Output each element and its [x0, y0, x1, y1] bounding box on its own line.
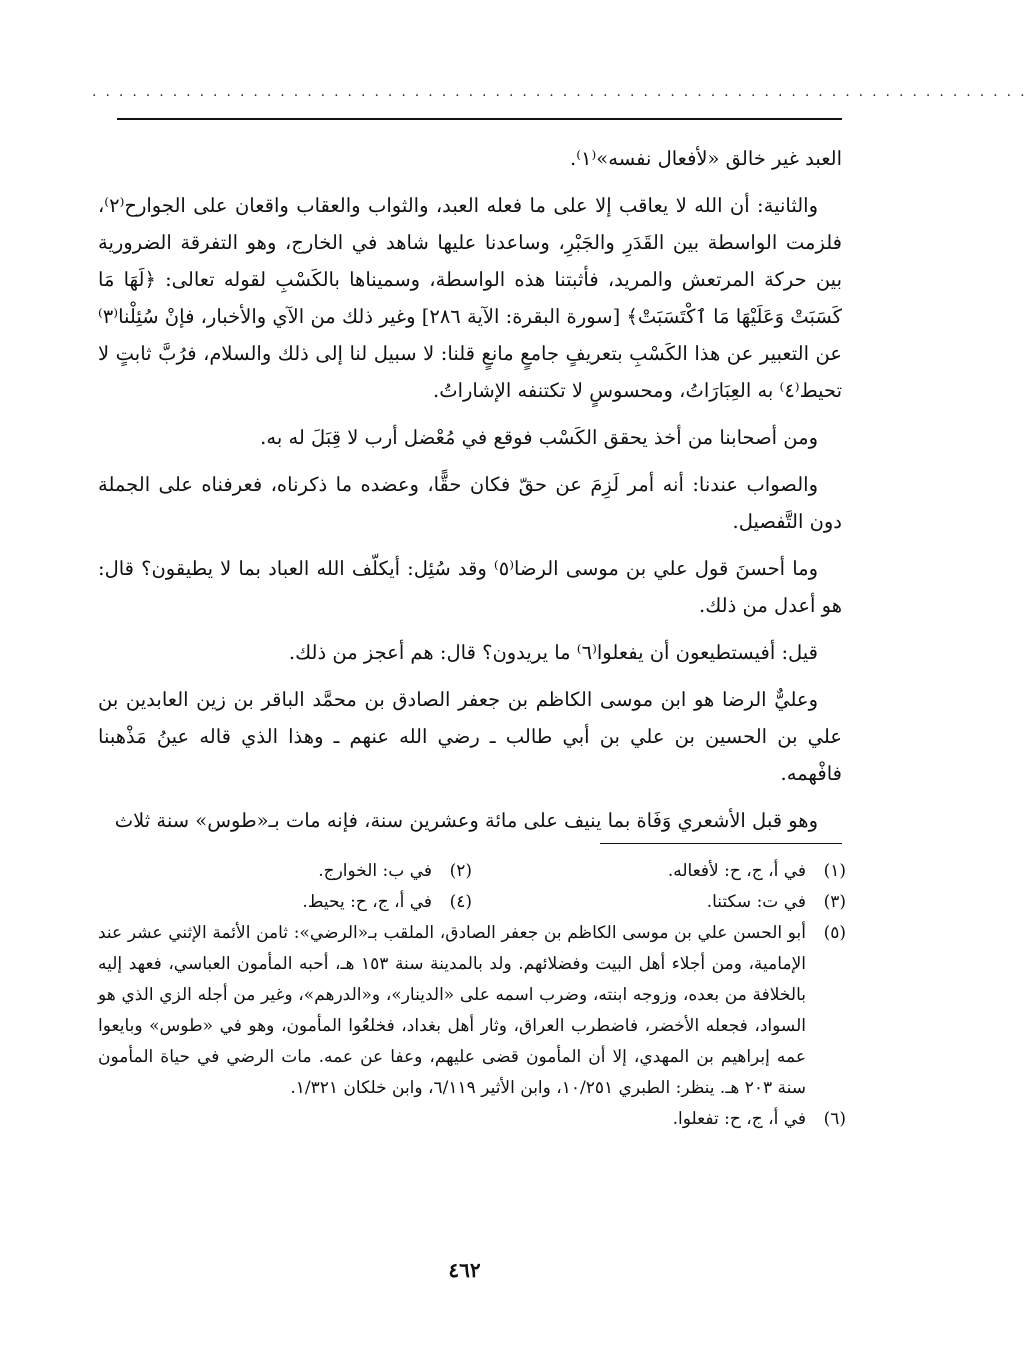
footnotes	[98, 856, 846, 1135]
header-dotted-line: ......................................................................	[92, 84, 1034, 100]
footnote-3	[472, 887, 846, 918]
footnote-number: (١)	[823, 861, 846, 881]
footnote-row-2	[98, 887, 846, 918]
header-rule	[117, 118, 842, 120]
paragraph-4: والصواب عندنا: أنه أمر لَزِمَ عن حقّ فكان حقًّا، وعضده ما ذكرناه، فعرفناه على الجملة دون التَّفصيل.	[98, 473, 842, 533]
footnote-row-1	[98, 856, 846, 887]
paragraph-2: والثانية: أن الله لا يعاقب إلا على ما فعله العبد، والثواب والعقاب واقعان على الجوارح⁽٢⁾، فلزمت الواسطة بين القَدَرِ والجَبْرِ، وساعدنا عليها شاهد في الخارج، وهو التفرقة الضرورية بين حركة المرتعش والمريد، فأثبتنا هذه الواسطة، وسميناها بالكَسْبِ لقوله تعالى: ﴿لَهَا مَا كَسَبَتْ وَعَلَيْهَا مَا ٱكْتَسَبَتْ﴾ [سورة البقرة: الآية ٢٨٦] وغير ذلك من الآي والأخبار، فإنْ سُئِلْنا⁽٣⁾ عن التعبير عن هذا الكَسْبِ بتعريفٍ جامعٍ مانعٍ قلنا: لا سبيل لنا إلى ذلك والسلام، فرُبَّ ثابتٍ لا تحيط⁽٤⁾ به العِبَارَاتُ، ومحسوسٍ لا تكتنفه الإشاراتُ.	[98, 194, 843, 402]
footnote-number: (٤)	[449, 892, 472, 912]
footnote-number: (٦)	[823, 1109, 846, 1129]
page-number: ٤٦٢	[448, 1258, 481, 1282]
footnote-4	[98, 887, 472, 918]
main-text	[98, 140, 842, 849]
paragraph-8: وهو قبل الأشعري وَفَاة بما ينيف على مائة وعشرين سنة، فإنه مات بـ«طوس» سنة ثلاث	[114, 809, 818, 832]
footnote-text: أبو الحسن علي بن موسى الكاظم بن جعفر الصادق، الملقب بـ«الرضي»: ثامن الأئمة الإثني عشر عند الإمامية، ومن أجلاء أهل البيت وفضلائهم. ولد بالمدينة سنة ١٥٣ هـ، أحبه المأمون العباسي، فعهد إليه بالخلافة من بعده، وزوجه ابنته، وضرب اسمه على «الدينار»، و«الدرهم»، وغير من أجله الزي الذي هو السواد، فجعله الأخضر، فاضطرب العراق، وثار أهل بغداد، فخلعُوا المأمون، وهو في «طوس» وبايعوا عمه إبراهيم بن المهدي، إلا أن المأمون قضى عليهم، وعفا عن عمه. مات الرضي في حياة المأمون سنة ٢٠٣ هـ. ينظر: الطبري ١٠/٢٥١، وابن الأثير ٦/١١٩، وابن خلكان ١/٣٢١.	[98, 923, 806, 1098]
footnote-text: في أ، ج، ح: تفعلوا.	[672, 1109, 806, 1129]
footnote-1	[472, 856, 846, 887]
footnote-number: (٣)	[823, 892, 846, 912]
paragraph-5: وما أحسنَ قول علي بن موسى الرضا⁽٥⁾ وقد سُئِل: أيكلّف الله العباد بما لا يطيقون؟ قال: هو أعدل من ذلك.	[98, 557, 842, 617]
footnote-6	[98, 1104, 846, 1135]
paragraph-6: قيل: أفيستطيعون أن يفعلوا⁽٦⁾ ما يريدون؟ قال: هم أعجز من ذلك.	[288, 641, 818, 664]
footnote-number: (٢)	[449, 861, 472, 881]
footnote-5	[98, 918, 846, 1104]
footnote-text: في ب: الخوارج.	[318, 861, 432, 881]
paragraph-7: وعليٌّ الرضا هو ابن موسى الكاظم بن جعفر الصادق بن محمَّد الباقر بن زين العابدين بن علي بن الحسين بن علي بن أبي طالب ـ رضي الله عنهم ـ وهذا الذي قاله عينُ مَذْهبنا فافْهمه.	[98, 688, 842, 785]
footnote-number: (٥)	[823, 923, 846, 943]
paragraph-3: ومن أصحابنا من أخذ يحقق الكَسْب فوقع في مُعْضل أرب لا قِبَلَ له به.	[260, 426, 818, 449]
paragraph-1: العبد غير خالق «لأفعال نفسه»⁽١⁾.	[570, 147, 842, 170]
footnote-text: في أ، ج، ح: لأفعاله.	[667, 861, 806, 881]
footnote-text: في ت: سكتنا.	[706, 892, 806, 912]
footnote-separator	[600, 843, 842, 844]
footnote-text: في أ، ج، ح: يحيط.	[302, 892, 432, 912]
footnote-2	[98, 856, 472, 887]
